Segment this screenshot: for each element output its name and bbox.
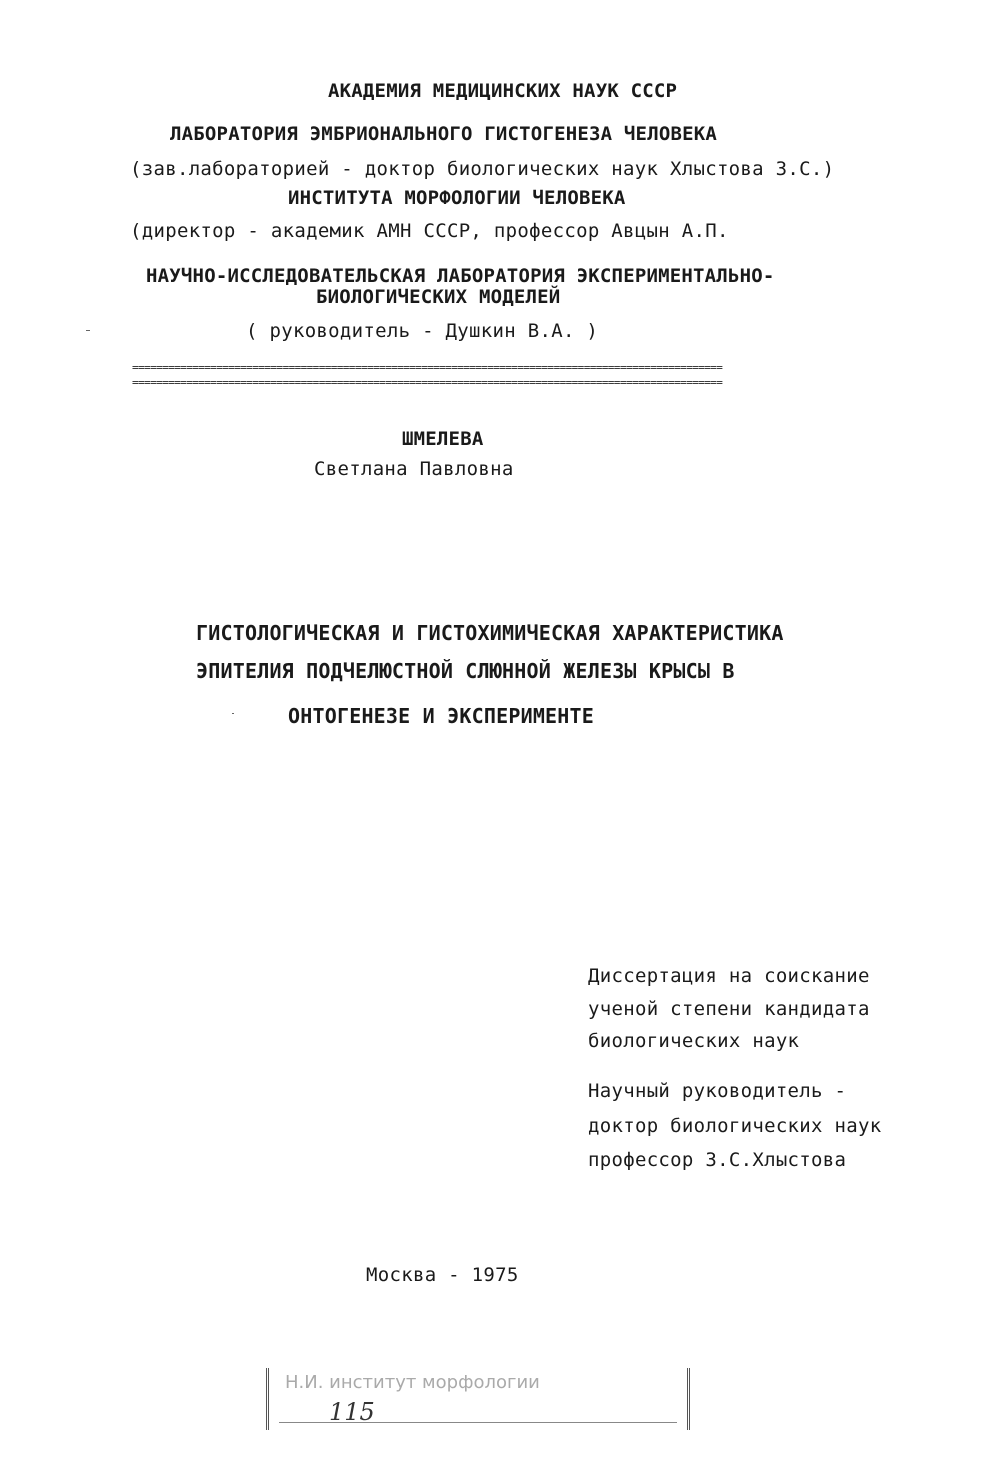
research-lab-line2: БИОЛОГИЧЕСКИХ МОДЕЛЕЙ [316,286,561,308]
institute-name: ИНСТИТУТА МОРФОЛОГИИ ЧЕЛОВЕКА [288,187,626,209]
dissertation-line2: ученой степени кандидата [588,998,870,1020]
stamp-faded-text: Н.И. институт морфологии [285,1372,540,1393]
lab-name: ЛАБОРАТОРИЯ ЭМБРИОНАЛЬНОГО ГИСТОГЕНЕЗА ЧЕЛОВЕКА [170,123,718,145]
stamp-number: 115 [329,1398,375,1426]
author-given-names: Светлана Павловна [314,458,514,480]
thesis-title-line2: ЭПИТЕЛИЯ ПОДЧЕЛЮСТНОЙ СЛЮННОЙ ЖЕЛЕЗЫ КРЫСЫ В [196,659,735,683]
library-stamp [266,1368,690,1430]
thesis-title-line3: ОНТОГЕНЕЗЕ И ЭКСПЕРИМЕНТЕ [288,704,595,728]
separator-row-2: ================================================================================================== [132,376,723,389]
academy-heading: АКАДЕМИЯ МЕДИЦИНСКИХ НАУК СССР [328,80,678,102]
author-surname: ШМЕЛЕВА [402,428,484,450]
paper-speck [232,713,234,714]
thesis-title-line1: ГИСТОЛОГИЧЕСКАЯ И ГИСТОХИМИЧЕСКАЯ ХАРАКТЕРИСТИКА [196,621,784,645]
place-year: Москва - 1975 [366,1264,519,1286]
supervisor-line2: доктор биологических наук [588,1115,882,1137]
supervisor-line1: Научный руководитель - [588,1080,847,1102]
research-lab-line1: НАУЧНО-ИССЛЕДОВАТЕЛЬСКАЯ ЛАБОРАТОРИЯ ЭКСПЕРИМЕНТАЛЬНО- [146,265,775,287]
dissertation-line3: биологических наук [588,1030,800,1052]
separator-row-1: ================================================================================================== [132,361,723,374]
lab-head: (зав.лабораторией - доктор биологических наук Хлыстова З.С.) [130,158,835,180]
research-lab-head: ( руководитель - Душкин В.А. ) [246,320,599,342]
institute-director: (директор - академик АМН СССР, профессор Авцын А.П. [130,220,729,242]
stamp-underline [279,1422,677,1423]
separator-line [132,355,938,389]
paper-speck [86,330,90,331]
supervisor-line3: профессор З.С.Хлыстова [588,1149,847,1171]
dissertation-line1: Диссертация на соискание [588,965,870,987]
